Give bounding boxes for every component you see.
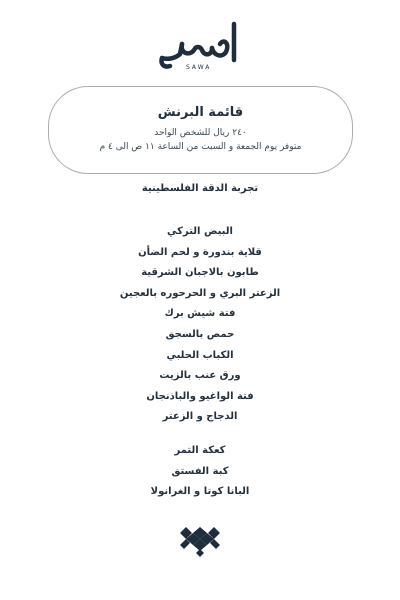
menu-item: الكباب الحلبي [166,349,234,361]
menu-item: البانا كوتا و الغرانولا [150,486,250,498]
logo-latin-text: SAWA [186,64,212,71]
menu-item: حمص بالسجق [165,328,235,340]
brunch-card [48,86,353,174]
menu-item: قلاية بندورة و لحم الضأن [138,246,262,258]
sawa-logo [150,14,250,80]
main-items-list [0,222,400,428]
menu-item: طابون بالاجبان الشرقية [141,267,259,279]
brunch-card-price: ٢٤٠ ريال للشخص الواحد [154,128,247,138]
menu-item: البيض التركي [167,226,233,237]
menu-item: فتة الواغيو والباذنجان [146,390,254,402]
menu-item: فتة شيش برك [164,308,236,320]
brunch-card-title: قائمة البرنش [157,105,244,120]
brand-mark [178,527,222,557]
menu-item: ورق عنب بالزيت [159,370,241,382]
menu-item: الدجاج و الزعتر [162,411,238,423]
sweet-items-list [0,441,400,503]
brand-pattern-icon [178,527,222,557]
menu-item: كبة الفستق [171,465,229,477]
section-title: تجربة الدقة الفلسطينية [141,183,259,194]
menu-item: كعكة التمر [174,445,226,456]
menu-item: الزعتر البري و الحرحوره بالعجين [119,287,281,299]
brunch-card-hours: متوفر يوم الجمعة و السبت من الساعة ١١ ص الى ٤ م [99,142,302,152]
